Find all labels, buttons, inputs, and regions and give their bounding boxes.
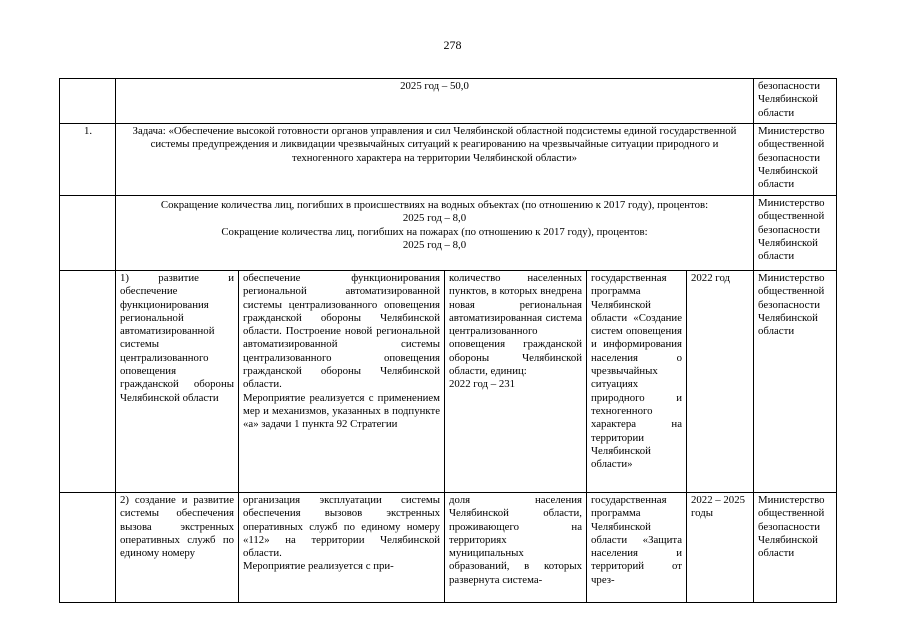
number-cell [60,493,116,603]
deadline-cell: 2022 – 2025 годы [687,493,754,603]
page-number: 278 [443,38,462,52]
responsible-cell: безопасности Челябинской области [754,79,837,124]
measure-name-cell: 1) развитие и обеспечение функционирования региональной автоматизированной системы централизованного оповещения гражданской обороны Челябинской области [116,271,239,493]
table-row [60,124,837,196]
table-row [60,493,837,603]
measure-indicator-value: 2022 год – 231 [449,378,516,391]
responsible-cell: Министерство общественной безопасности Челябинской области [754,271,837,493]
measure-note: Мероприятие реализуется с применением мер и механизмов, указанных в подпункте «а» задачи 1 пункта 92 Стратегии [243,391,440,431]
indicator-text: Сокращение количества лиц, погибших в происшествиях на водных объектах (по отношению к 2017 году), процентов: [160,199,709,211]
indicator-text: Сокращение количества лиц, погибших на пожарах (по отношению к 2017 году), процентов: [221,225,648,238]
measure-indicator-cell: доля населения Челябинской области, проживающего на территориях муниципальных образований, в которых развернута система- [445,493,587,603]
indicator-value: 2025 год – 8,0 [402,238,467,251]
responsible-cell: Министерство общественной безопасности Челябинской области [754,196,837,271]
measure-name-cell: 2) создание и развитие системы обеспечения вызова экстренных оперативных служб по единому номеру [116,493,239,603]
program-cell: государственная программа Челябинской области «Защита населения и территорий от чрез- [587,493,687,603]
indicators-cell [116,196,754,271]
number-cell [60,271,116,493]
number-cell [60,196,116,271]
indicator-value: 2025 год – 8,0 [402,212,467,225]
responsible-cell: Министерство общественной безопасности Челябинской области [754,493,837,603]
task-number-cell: 1. [60,124,116,196]
table-row [60,271,837,493]
task-text-cell: Задача: «Обеспечение высокой готовности органов управления и сил Челябинской областной подсистемы единой государственной системы предупреждения и ликвидации чрезвычайных ситуаций к реагированию на чрезвычайные ситуации природного и техногенного характера на территории Челябинской области» [116,124,754,196]
measure-description: организация эксплуатации системы обеспечения вызовов экстренных оперативных служб по единому номеру «112» на территории Челябинской области. [243,494,440,560]
table-row [60,196,837,271]
number-cell [60,79,116,124]
deadline-cell: 2022 год [687,271,754,493]
table-row [60,79,837,124]
indicator-value-cell: 2025 год – 50,0 [116,79,754,124]
measure-description-cell [239,271,445,493]
strategy-table [59,78,837,603]
measure-description: обеспечение функционирования региональной автоматизированной системы централизованного оповещения гражданской обороны Челябинской области. Построение новой региональной автоматизированной системы централизованного оповещения гражданской обороны Челябинской области. [243,272,440,391]
measure-indicator: количество населенных пунктов, в которых внедрена новая региональная автоматизированная система централизованного оповещения гражданской обороны Челябинской области, единиц: [449,272,582,378]
measure-note: Мероприятие реализуется с при- [243,560,394,573]
measure-indicator-cell [445,271,587,493]
responsible-cell: Министерство общественной безопасности Челябинской области [754,124,837,196]
program-cell: государственная программа Челябинской области «Создание систем оповещения и информирования населения о чрезвычайных ситуациях природного и техногенного характера на территории Челябинской области» [587,271,687,493]
measure-description-cell [239,493,445,603]
